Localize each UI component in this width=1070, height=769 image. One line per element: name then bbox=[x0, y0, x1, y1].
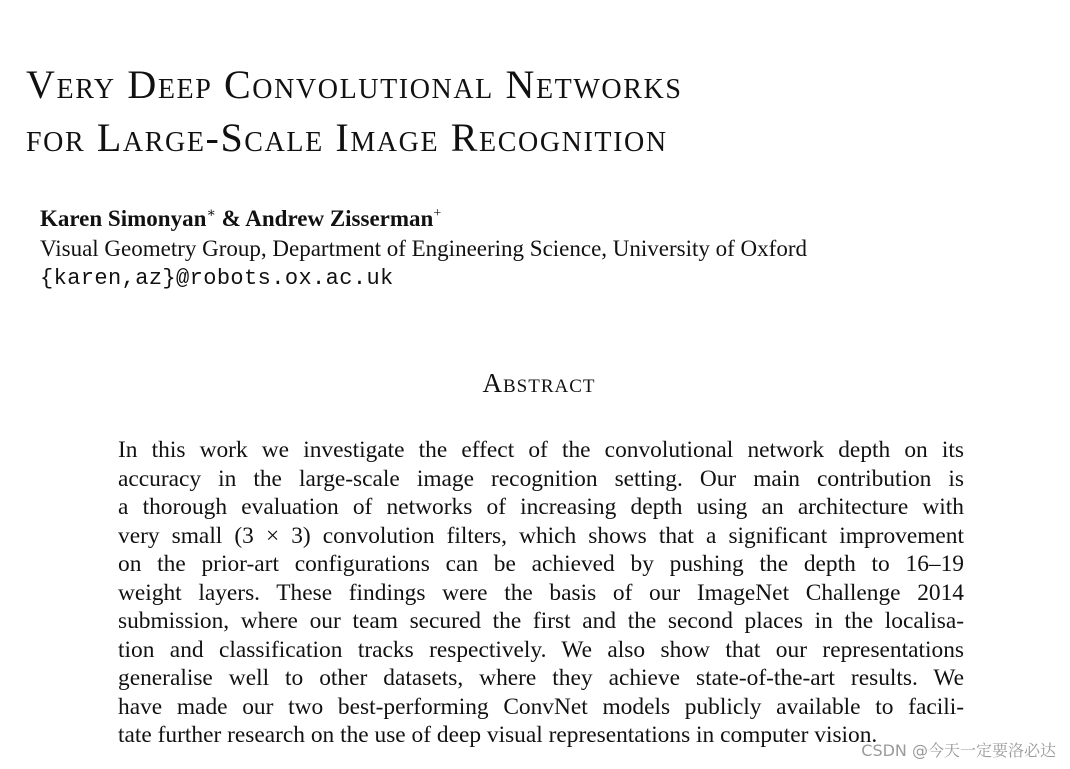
author2-footnote-mark: + bbox=[433, 206, 442, 221]
affiliation: Visual Geometry Group, Department of Engineering Science, University of Oxford bbox=[40, 236, 807, 261]
abstract-line: accuracy in the large-scale image recognition setting. Our main contribution is bbox=[118, 465, 964, 492]
abstract-body bbox=[118, 436, 964, 750]
author-block bbox=[40, 204, 807, 294]
abstract-heading: Abstract bbox=[482, 368, 596, 398]
abstract-line: tion and classification tracks respectively. We also show that our representations bbox=[118, 636, 964, 663]
abstract-line: submission, where our team secured the first and the second places in the localisa- bbox=[118, 608, 964, 634]
abstract-line: on the prior-art configurations can be achieved by pushing the depth to 16–19 bbox=[118, 551, 964, 577]
abstract-line: very small (3 × 3) convolution filters, which shows that a significant improvement bbox=[118, 522, 964, 549]
author-separator: & bbox=[215, 206, 246, 231]
abstract-line: In this work we investigate the effect of the convolutional network depth on its bbox=[118, 437, 964, 463]
abstract-line: a thorough evaluation of networks of increasing depth using an architecture with bbox=[118, 494, 964, 520]
paper-title bbox=[26, 58, 946, 164]
title-line-1: Very Deep Convolutional Networks bbox=[26, 62, 683, 107]
abstract-line: weight layers. These findings were the basis of our ImageNet Challenge 2014 bbox=[118, 579, 964, 606]
abstract-line: generalise well to other datasets, where they achieve state-of-the-art results. We bbox=[118, 665, 964, 691]
author-karen-simonyan: Karen Simonyan bbox=[40, 206, 207, 231]
abstract-line: have made our two best-performing ConvNet models publicly available to facili- bbox=[118, 693, 964, 720]
author1-footnote-mark: ∗ bbox=[206, 206, 216, 221]
author-names bbox=[40, 204, 807, 234]
title-line-2: for Large-Scale Image Recognition bbox=[26, 115, 668, 160]
abstract-line: tate further research on the use of deep visual representations in computer vision. bbox=[118, 722, 878, 748]
author-andrew-zisserman: Andrew Zisserman bbox=[245, 206, 434, 231]
csdn-watermark: CSDN @今天一定要洛必达 bbox=[861, 741, 1056, 760]
author-email: {karen,az}@robots.ox.ac.uk bbox=[40, 266, 394, 291]
